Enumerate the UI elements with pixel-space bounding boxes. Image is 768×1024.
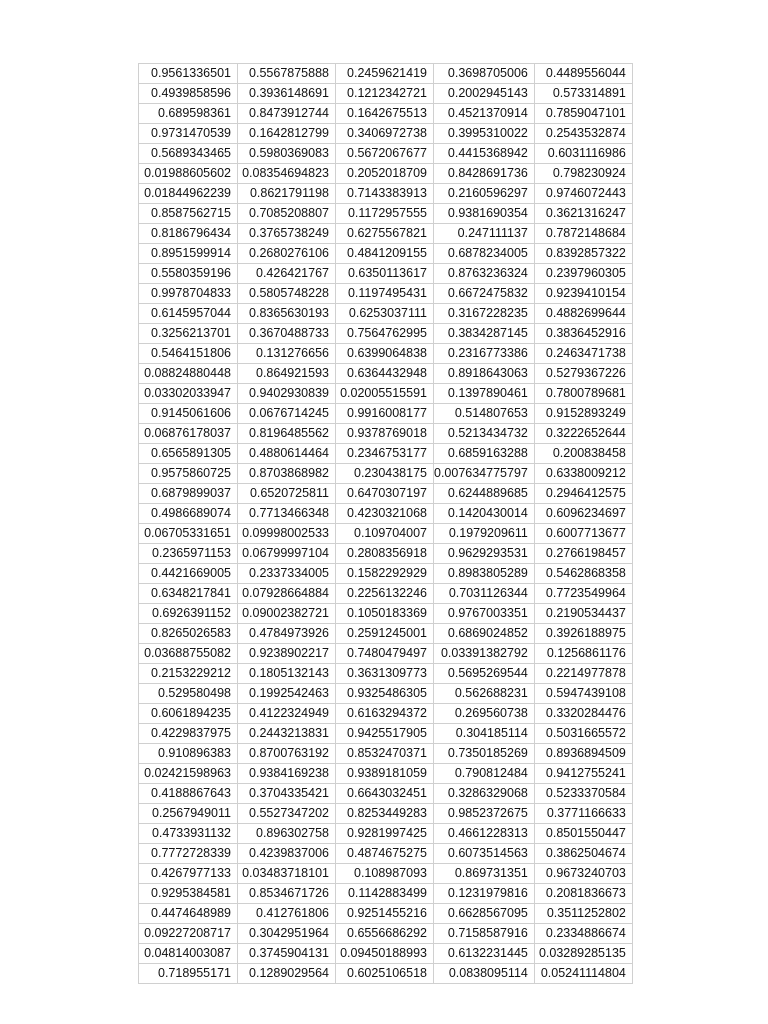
table-cell[interactable]: 0.8983805289 [434, 564, 535, 584]
table-cell[interactable]: 0.3698705006 [434, 64, 535, 84]
table-cell[interactable]: 0.4474648989 [139, 904, 238, 924]
table-cell[interactable]: 0.5233370584 [534, 784, 632, 804]
table-cell[interactable]: 0.864921593 [238, 364, 336, 384]
table-cell[interactable]: 0.9629293531 [434, 544, 535, 564]
table-cell[interactable]: 0.896302758 [238, 824, 336, 844]
table-row [139, 184, 633, 204]
table-cell[interactable]: 0.9251455216 [336, 904, 434, 924]
table-cell[interactable]: 0.910896383 [139, 744, 238, 764]
table-cell[interactable]: 0.2214977878 [534, 664, 632, 684]
table-cell[interactable]: 0.8621791198 [238, 184, 336, 204]
table-row [139, 424, 633, 444]
table-cell[interactable]: 0.06876178037 [139, 424, 238, 444]
table-cell[interactable]: 0.6520725811 [238, 484, 336, 504]
table-cell[interactable]: 0.3511252802 [534, 904, 632, 924]
table-cell[interactable]: 0.1397890461 [434, 384, 535, 404]
table-row [139, 444, 633, 464]
table-cell[interactable]: 0.4733931132 [139, 824, 238, 844]
table-cell[interactable]: 0.6244889685 [434, 484, 535, 504]
table-cell[interactable]: 0.6025106518 [336, 964, 434, 984]
table-cell[interactable]: 0.9412755241 [534, 764, 632, 784]
table-cell[interactable]: 0.6061894235 [139, 704, 238, 724]
table-cell[interactable]: 0.9378769018 [336, 424, 434, 444]
table-cell[interactable]: 0.2316773386 [434, 344, 535, 364]
table-cell[interactable]: 0.6132231445 [434, 944, 535, 964]
table-cell[interactable]: 0.7480479497 [336, 644, 434, 664]
table-cell[interactable]: 0.6556686292 [336, 924, 434, 944]
table-cell[interactable]: 0.4521370914 [434, 104, 535, 124]
table-row [139, 684, 633, 704]
table-cell[interactable]: 0.109704007 [336, 524, 434, 544]
table-cell[interactable]: 0.02421598963 [139, 764, 238, 784]
table-cell[interactable]: 0.5031665572 [534, 724, 632, 744]
table-cell[interactable]: 0.03391382792 [434, 644, 535, 664]
table-row [139, 104, 633, 124]
table-cell[interactable]: 0.7564762995 [336, 324, 434, 344]
table-row [139, 464, 633, 484]
table-cell[interactable]: 0.9978704833 [139, 284, 238, 304]
table-cell[interactable]: 0.3936148691 [238, 84, 336, 104]
table-cell[interactable]: 0.5980369083 [238, 144, 336, 164]
table-cell[interactable]: 0.2346753177 [336, 444, 434, 464]
table-cell[interactable]: 0.6073514563 [434, 844, 535, 864]
table-cell[interactable]: 0.1231979816 [434, 884, 535, 904]
table-cell[interactable]: 0.9145061606 [139, 404, 238, 424]
table-cell[interactable]: 0.9325486305 [336, 684, 434, 704]
table-cell[interactable]: 0.3406972738 [336, 124, 434, 144]
table-cell[interactable]: 0.3621316247 [534, 204, 632, 224]
table-cell[interactable]: 0.3286329068 [434, 784, 535, 804]
table-cell[interactable]: 0.3704335421 [238, 784, 336, 804]
table-row [139, 824, 633, 844]
table-cell[interactable]: 0.269560738 [434, 704, 535, 724]
table-cell[interactable]: 0.9575860725 [139, 464, 238, 484]
table-cell[interactable]: 0.2334886674 [534, 924, 632, 944]
table-cell[interactable]: 0.529580498 [139, 684, 238, 704]
table-cell[interactable]: 0.8365630193 [238, 304, 336, 324]
table-cell[interactable]: 0.2591245001 [336, 624, 434, 644]
table-cell[interactable]: 0.9152893249 [534, 404, 632, 424]
table-row [139, 844, 633, 864]
table-cell[interactable]: 0.3320284476 [534, 704, 632, 724]
table-cell[interactable]: 0.8532470371 [336, 744, 434, 764]
table-cell[interactable]: 0.5580359196 [139, 264, 238, 284]
table-cell[interactable]: 0.6628567095 [434, 904, 535, 924]
table-cell[interactable]: 0.4267977133 [139, 864, 238, 884]
table-cell[interactable]: 0.3631309773 [336, 664, 434, 684]
table-row [139, 644, 633, 664]
table-cell[interactable]: 0.200838458 [534, 444, 632, 464]
table-cell[interactable]: 0.3771166633 [534, 804, 632, 824]
table-cell[interactable]: 0.2459621419 [336, 64, 434, 84]
table-cell[interactable]: 0.4415368942 [434, 144, 535, 164]
table-cell[interactable]: 0.01844962239 [139, 184, 238, 204]
table-cell[interactable]: 0.9381690354 [434, 204, 535, 224]
table-cell[interactable]: 0.7723549964 [534, 584, 632, 604]
table-row [139, 304, 633, 324]
table-cell[interactable]: 0.3834287145 [434, 324, 535, 344]
table-cell[interactable]: 0.3670488733 [238, 324, 336, 344]
table-cell[interactable]: 0.6096234697 [534, 504, 632, 524]
table-cell[interactable]: 0.8392857322 [534, 244, 632, 264]
table-row [139, 704, 633, 724]
table-cell[interactable]: 0.2160596297 [434, 184, 535, 204]
table-cell[interactable]: 0.3926188975 [534, 624, 632, 644]
table-cell[interactable]: 0.6275567821 [336, 224, 434, 244]
table-cell[interactable]: 0.4784973926 [238, 624, 336, 644]
table-cell[interactable]: 0.8501550447 [534, 824, 632, 844]
table-cell[interactable]: 0.1582292929 [336, 564, 434, 584]
table-cell[interactable]: 0.5213434732 [434, 424, 535, 444]
table-cell[interactable]: 0.6364432948 [336, 364, 434, 384]
table-cell[interactable]: 0.869731351 [434, 864, 535, 884]
table-cell[interactable]: 0.6399064838 [336, 344, 434, 364]
table-cell[interactable]: 0.4841209155 [336, 244, 434, 264]
table-cell[interactable]: 0.6350113617 [336, 264, 434, 284]
table-cell[interactable]: 0.03289285135 [534, 944, 632, 964]
table-cell[interactable]: 0.9425517905 [336, 724, 434, 744]
table-cell[interactable]: 0.2397960305 [534, 264, 632, 284]
table-cell[interactable]: 0.689598361 [139, 104, 238, 124]
table-cell[interactable]: 0.4239837006 [238, 844, 336, 864]
table-cell[interactable]: 0.03302033947 [139, 384, 238, 404]
table-cell[interactable]: 0.6031116986 [534, 144, 632, 164]
table-cell[interactable]: 0.1212342721 [336, 84, 434, 104]
table-row [139, 204, 633, 224]
table-cell[interactable]: 0.5464151806 [139, 344, 238, 364]
table-cell[interactable]: 0.6565891305 [139, 444, 238, 464]
table-cell[interactable]: 0.304185114 [434, 724, 535, 744]
table-cell[interactable]: 0.2337334005 [238, 564, 336, 584]
table-cell[interactable]: 0.9281997425 [336, 824, 434, 844]
table-cell[interactable]: 0.05241114804 [534, 964, 632, 984]
table-cell[interactable]: 0.7800789681 [534, 384, 632, 404]
table-cell[interactable]: 0.3222652644 [534, 424, 632, 444]
table-cell[interactable]: 0.247111137 [434, 224, 535, 244]
table-row [139, 524, 633, 544]
table-cell[interactable]: 0.4188867643 [139, 784, 238, 804]
table-cell[interactable]: 0.8587562715 [139, 204, 238, 224]
table-cell[interactable]: 0.6338009212 [534, 464, 632, 484]
table-cell[interactable]: 0.9389181059 [336, 764, 434, 784]
table-cell[interactable]: 0.09450188993 [336, 944, 434, 964]
table-cell[interactable]: 0.4489556044 [534, 64, 632, 84]
table-cell[interactable]: 0.3995310022 [434, 124, 535, 144]
table-cell[interactable]: 0.2443213831 [238, 724, 336, 744]
table-row [139, 384, 633, 404]
table-cell[interactable]: 0.6926391152 [139, 604, 238, 624]
table-cell[interactable]: 0.6869024852 [434, 624, 535, 644]
table-row [139, 164, 633, 184]
table-cell[interactable]: 0.8253449283 [336, 804, 434, 824]
table-cell[interactable]: 0.3745904131 [238, 944, 336, 964]
table-cell[interactable]: 0.8473912744 [238, 104, 336, 124]
table-cell[interactable]: 0.6879899037 [139, 484, 238, 504]
table-cell[interactable]: 0.9767003351 [434, 604, 535, 624]
table-row [139, 624, 633, 644]
table-cell[interactable]: 0.7143383913 [336, 184, 434, 204]
table-cell[interactable]: 0.9746072443 [534, 184, 632, 204]
table-cell[interactable]: 0.5279367226 [534, 364, 632, 384]
table-cell[interactable]: 0.3836452916 [534, 324, 632, 344]
table-cell[interactable]: 0.7158587916 [434, 924, 535, 944]
table-cell[interactable]: 0.1420430014 [434, 504, 535, 524]
table-row [139, 224, 633, 244]
table-cell[interactable]: 0.6878234005 [434, 244, 535, 264]
table-cell[interactable]: 0.573314891 [534, 84, 632, 104]
table-cell[interactable]: 0.8534671726 [238, 884, 336, 904]
table-row [139, 64, 633, 84]
table-cell[interactable]: 0.1979209611 [434, 524, 535, 544]
table-cell[interactable]: 0.5689343465 [139, 144, 238, 164]
table-row [139, 664, 633, 684]
table-row [139, 964, 633, 984]
table-cell[interactable]: 0.9731470539 [139, 124, 238, 144]
table-cell[interactable]: 0.8265026583 [139, 624, 238, 644]
table-row [139, 344, 633, 364]
table-cell[interactable]: 0.2808356918 [336, 544, 434, 564]
table-cell[interactable]: 0.09227208717 [139, 924, 238, 944]
table-cell[interactable]: 0.03483718101 [238, 864, 336, 884]
table-cell[interactable]: 0.5695269544 [434, 664, 535, 684]
table-row [139, 884, 633, 904]
table-cell[interactable]: 0.8700763192 [238, 744, 336, 764]
table-cell[interactable]: 0.2002945143 [434, 84, 535, 104]
table-cell[interactable]: 0.4229837975 [139, 724, 238, 744]
table-row [139, 284, 633, 304]
table-cell[interactable]: 0.2081836673 [534, 884, 632, 904]
table-cell[interactable]: 0.4880614464 [238, 444, 336, 464]
table-cell[interactable]: 0.4122324949 [238, 704, 336, 724]
table-row [139, 764, 633, 784]
table-cell[interactable]: 0.108987093 [336, 864, 434, 884]
table-cell[interactable]: 0.7031126344 [434, 584, 535, 604]
table-cell[interactable]: 0.9402930839 [238, 384, 336, 404]
table-row [139, 864, 633, 884]
table-row [139, 504, 633, 524]
table-cell[interactable]: 0.01988605602 [139, 164, 238, 184]
table-row [139, 364, 633, 384]
table-row [139, 784, 633, 804]
table-cell[interactable]: 0.8196485562 [238, 424, 336, 444]
data-table [138, 63, 633, 984]
table-cell[interactable]: 0.5567875888 [238, 64, 336, 84]
table-cell[interactable]: 0.5947439108 [534, 684, 632, 704]
table-cell[interactable]: 0.06705331651 [139, 524, 238, 544]
table-cell[interactable]: 0.8918643063 [434, 364, 535, 384]
table-cell[interactable]: 0.8763236324 [434, 264, 535, 284]
table-cell[interactable]: 0.6348217841 [139, 584, 238, 604]
table-cell[interactable]: 0.09998002533 [238, 524, 336, 544]
table-row [139, 404, 633, 424]
table-cell[interactable]: 0.9239410154 [534, 284, 632, 304]
table-cell[interactable]: 0.230438175 [336, 464, 434, 484]
table-cell[interactable]: 0.6163294372 [336, 704, 434, 724]
table-cell[interactable]: 0.1256861176 [534, 644, 632, 664]
table-cell[interactable]: 0.6859163288 [434, 444, 535, 464]
table-row [139, 724, 633, 744]
table-cell[interactable]: 0.007634775797 [434, 464, 535, 484]
table-cell[interactable]: 0.2567949011 [139, 804, 238, 824]
table-cell[interactable]: 0.2946412575 [534, 484, 632, 504]
table-row [139, 124, 633, 144]
table-cell[interactable]: 0.514807653 [434, 404, 535, 424]
table-cell[interactable]: 0.06799997104 [238, 544, 336, 564]
table-row [139, 564, 633, 584]
table-cell[interactable]: 0.2256132246 [336, 584, 434, 604]
table-cell[interactable]: 0.3765738249 [238, 224, 336, 244]
table-cell[interactable]: 0.9916008177 [336, 404, 434, 424]
table-cell[interactable]: 0.131276656 [238, 344, 336, 364]
table-cell[interactable]: 0.8186796434 [139, 224, 238, 244]
table-row [139, 244, 633, 264]
table-row [139, 324, 633, 344]
table-cell[interactable]: 0.9673240703 [534, 864, 632, 884]
table-cell[interactable]: 0.4874675275 [336, 844, 434, 864]
table-row [139, 744, 633, 764]
table-cell[interactable]: 0.08354694823 [238, 164, 336, 184]
table-cell[interactable]: 0.6643032451 [336, 784, 434, 804]
table-cell[interactable]: 0.3862504674 [534, 844, 632, 864]
table-cell[interactable]: 0.6007713677 [534, 524, 632, 544]
table-cell[interactable]: 0.04814003087 [139, 944, 238, 964]
table-cell[interactable]: 0.9852372675 [434, 804, 535, 824]
table-row [139, 484, 633, 504]
table-cell[interactable]: 0.3042951964 [238, 924, 336, 944]
table-cell[interactable]: 0.0676714245 [238, 404, 336, 424]
table-row [139, 584, 633, 604]
table-row [139, 944, 633, 964]
table-cell[interactable]: 0.4939858596 [139, 84, 238, 104]
table-cell[interactable]: 0.7859047101 [534, 104, 632, 124]
table-cell[interactable]: 0.8703868982 [238, 464, 336, 484]
table-row [139, 544, 633, 564]
table-cell[interactable]: 0.5805748228 [238, 284, 336, 304]
table-cell[interactable]: 0.1197495431 [336, 284, 434, 304]
table-cell[interactable]: 0.3167228235 [434, 304, 535, 324]
table-cell[interactable]: 0.7872148684 [534, 224, 632, 244]
table-cell[interactable]: 0.07928664884 [238, 584, 336, 604]
table-cell[interactable]: 0.9561336501 [139, 64, 238, 84]
table-cell[interactable]: 0.03688755082 [139, 644, 238, 664]
table-cell[interactable]: 0.1142883499 [336, 884, 434, 904]
table-cell[interactable]: 0.5462868358 [534, 564, 632, 584]
table-cell[interactable]: 0.1642675513 [336, 104, 434, 124]
table-cell[interactable]: 0.798230924 [534, 164, 632, 184]
table-cell[interactable]: 0.4421669005 [139, 564, 238, 584]
table-cell[interactable]: 0.0838095114 [434, 964, 535, 984]
table-cell[interactable]: 0.8428691736 [434, 164, 535, 184]
table-cell[interactable]: 0.426421767 [238, 264, 336, 284]
table-cell[interactable]: 0.02005515591 [336, 384, 434, 404]
table-cell[interactable]: 0.6470307197 [336, 484, 434, 504]
table-cell[interactable]: 0.3256213701 [139, 324, 238, 344]
table-cell[interactable]: 0.4230321068 [336, 504, 434, 524]
table-cell[interactable]: 0.6672475832 [434, 284, 535, 304]
table-cell[interactable]: 0.09002382721 [238, 604, 336, 624]
table-cell[interactable]: 0.1642812799 [238, 124, 336, 144]
table-cell[interactable]: 0.9295384581 [139, 884, 238, 904]
table-cell[interactable]: 0.1992542463 [238, 684, 336, 704]
table-cell[interactable]: 0.718955171 [139, 964, 238, 984]
table-cell[interactable]: 0.7772728339 [139, 844, 238, 864]
table-cell[interactable]: 0.5527347202 [238, 804, 336, 824]
table-row [139, 904, 633, 924]
table-cell[interactable]: 0.7713466348 [238, 504, 336, 524]
table-cell[interactable]: 0.1289029564 [238, 964, 336, 984]
table-cell[interactable]: 0.7350185269 [434, 744, 535, 764]
table-row [139, 804, 633, 824]
table-cell[interactable]: 0.2365971153 [139, 544, 238, 564]
table-cell[interactable]: 0.7085208807 [238, 204, 336, 224]
table-cell[interactable]: 0.1805132143 [238, 664, 336, 684]
table-cell[interactable]: 0.2680276106 [238, 244, 336, 264]
table-cell[interactable]: 0.2153229212 [139, 664, 238, 684]
table-cell[interactable]: 0.8951599914 [139, 244, 238, 264]
table-cell[interactable]: 0.9238902217 [238, 644, 336, 664]
table-cell[interactable]: 0.1172957555 [336, 204, 434, 224]
table-cell[interactable]: 0.4882699644 [534, 304, 632, 324]
table-cell[interactable]: 0.4661228313 [434, 824, 535, 844]
table-row [139, 924, 633, 944]
table-cell[interactable]: 0.2052018709 [336, 164, 434, 184]
table-cell[interactable]: 0.2463471738 [534, 344, 632, 364]
table-cell[interactable]: 0.6253037111 [336, 304, 434, 324]
table-cell[interactable]: 0.6145957044 [139, 304, 238, 324]
table-cell[interactable]: 0.790812484 [434, 764, 535, 784]
table-row [139, 144, 633, 164]
data-table-body [139, 64, 633, 984]
table-cell[interactable]: 0.2543532874 [534, 124, 632, 144]
table-cell[interactable]: 0.08824880448 [139, 364, 238, 384]
table-cell[interactable]: 0.1050183369 [336, 604, 434, 624]
table-cell[interactable]: 0.5672067677 [336, 144, 434, 164]
table-cell[interactable]: 0.562688231 [434, 684, 535, 704]
table-cell[interactable]: 0.2190534437 [534, 604, 632, 624]
table-cell[interactable]: 0.2766198457 [534, 544, 632, 564]
table-cell[interactable]: 0.412761806 [238, 904, 336, 924]
table-row [139, 604, 633, 624]
table-cell[interactable]: 0.9384169238 [238, 764, 336, 784]
table-cell[interactable]: 0.8936894509 [534, 744, 632, 764]
table-row [139, 264, 633, 284]
table-cell[interactable]: 0.4986689074 [139, 504, 238, 524]
table-row [139, 84, 633, 104]
